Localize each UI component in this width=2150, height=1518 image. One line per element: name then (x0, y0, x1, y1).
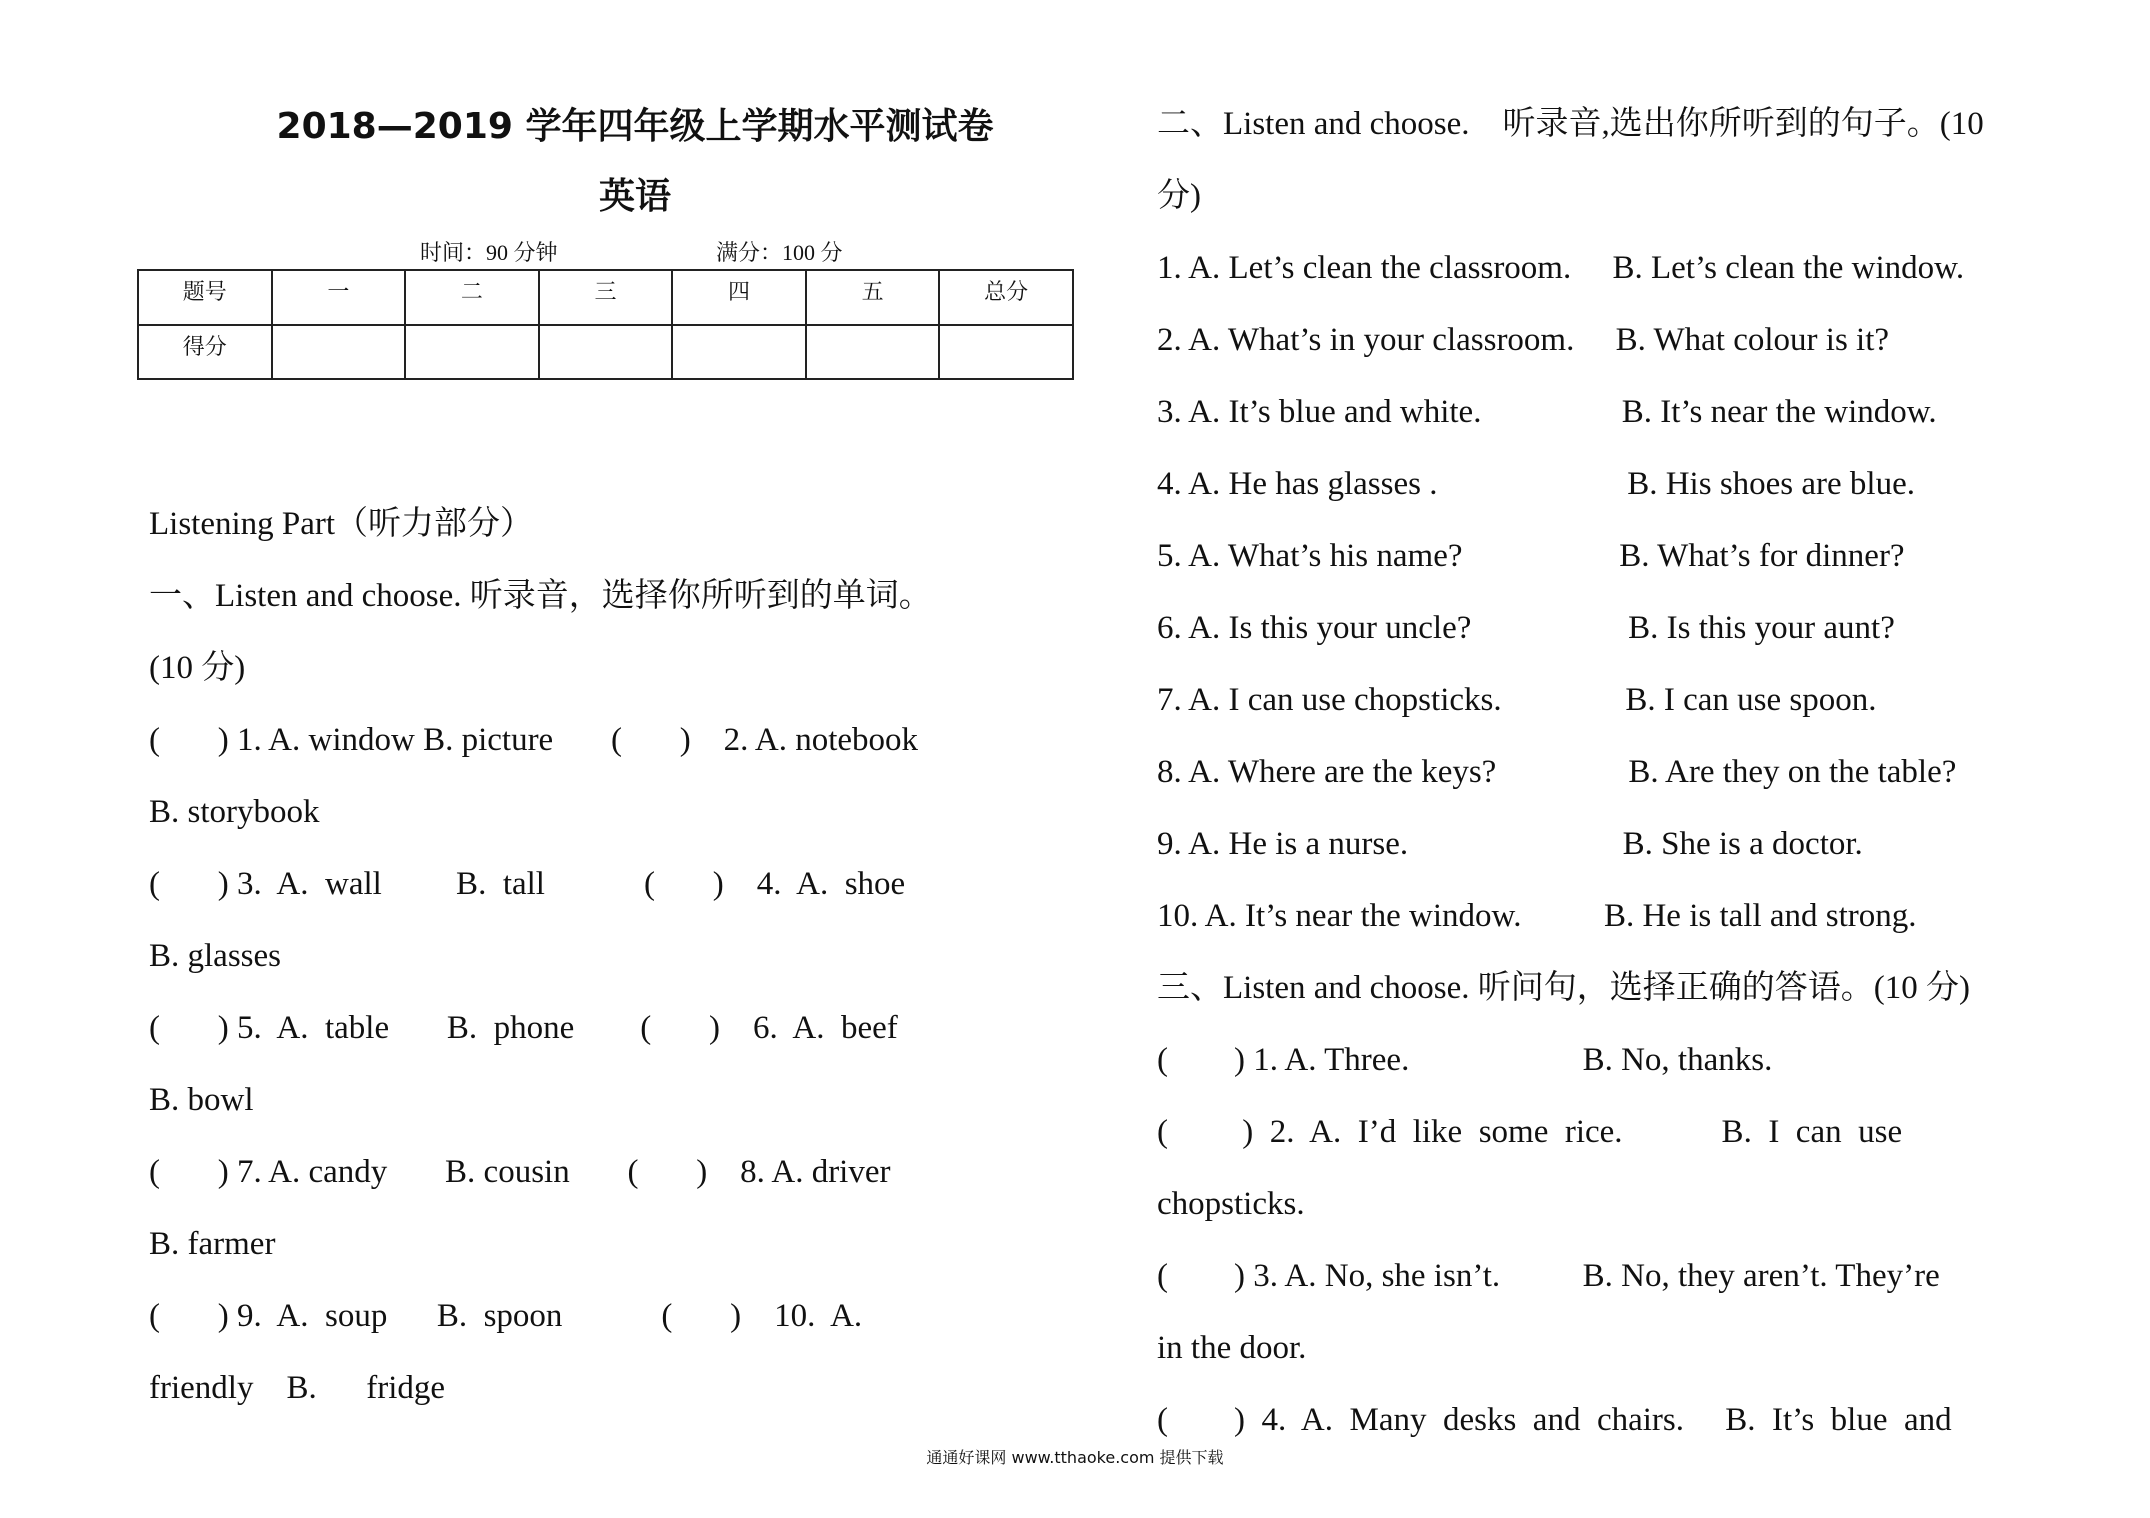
score-cell[interactable] (939, 325, 1073, 380)
table-cell: 题号 (138, 270, 272, 325)
answer-option: ( ) 1. A. Three. B. No, thanks. (1157, 1042, 1773, 1078)
section-1-score: (10 分) (149, 650, 246, 686)
score-cell[interactable] (405, 325, 539, 380)
answer-option: in the door. (1157, 1330, 1307, 1366)
question-line: B. bowl (149, 1082, 254, 1118)
sentence-option: 10. A. It’s near the window. B. He is tall and strong. (1157, 898, 1917, 934)
table-cell: 四 (672, 270, 806, 325)
question-line: B. storybook (149, 794, 320, 830)
question-line: B. glasses (149, 938, 281, 974)
answer-option: ( ) 4. A. Many desks and chairs. B. It’s blue and (1157, 1402, 1952, 1438)
sentence-option: 1. A. Let’s clean the classroom. B. Let’s clean the window. (1157, 250, 1965, 286)
section-1-title: 一、Listen and choose. 听录音，选择你所听到的单词。 (149, 578, 932, 614)
answer-option: ( ) 3. A. No, she isn’t. B. No, they aren’t. They’re (1157, 1258, 1940, 1294)
sentence-option: 5. A. What’s his name? B. What’s for dinner? (1157, 538, 1905, 574)
sentence-option: 9. A. He is a nurse. B. She is a doctor. (1157, 826, 1863, 862)
score-table-header-row (138, 270, 1073, 325)
question-line: ( ) 1. A. window B. picture ( ) 2. A. notebook (149, 722, 919, 758)
table-cell: 三 (539, 270, 673, 325)
sentence-option: 8. A. Where are the keys? B. Are they on the table? (1157, 754, 1957, 790)
table-cell: 总分 (939, 270, 1073, 325)
question-line: ( ) 3. A. wall B. tall ( ) 4. A. shoe (149, 866, 906, 902)
section-2-title: 二、Listen and choose. 听录音,选出你所听到的句子。(10 (1157, 106, 1984, 142)
time-limit: 时间：90 分钟 (420, 240, 558, 265)
footer-source: 通通好课网 www.tthaoke.com 提供下载 (926, 1448, 1224, 1467)
score-cell[interactable] (806, 325, 940, 380)
question-line: friendly B. fridge (149, 1370, 446, 1406)
sentence-option: 3. A. It’s blue and white. B. It’s near the window. (1157, 394, 1937, 430)
score-cell[interactable] (672, 325, 806, 380)
section-2-score: 分) (1157, 178, 1201, 214)
subject-title: 英语 (598, 176, 671, 217)
sentence-option: 7. A. I can use chopsticks. B. I can use spoon. (1157, 682, 1877, 718)
sentence-option: 4. A. He has glasses . B. His shoes are blue. (1157, 466, 1916, 502)
answer-option: chopsticks. (1157, 1186, 1305, 1222)
full-score: 满分：100 分 (716, 240, 843, 265)
sentence-option: 6. A. Is this your uncle? B. Is this your aunt? (1157, 610, 1895, 646)
score-table-score-row (138, 325, 1073, 380)
question-line: ( ) 7. A. candy B. cousin ( ) 8. A. driver (149, 1154, 891, 1190)
section-3-title: 三、Listen and choose. 听问句，选择正确的答语。(10 分) (1157, 970, 1970, 1006)
score-cell[interactable] (272, 325, 406, 380)
exam-title: 2018—2019 学年四年级上学期水平测试卷 (276, 106, 994, 147)
question-line: B. farmer (149, 1226, 276, 1262)
table-cell: 一 (272, 270, 406, 325)
score-table (137, 269, 1074, 380)
sentence-option: 2. A. What’s in your classroom. B. What colour is it? (1157, 322, 1890, 358)
question-line: ( ) 5. A. table B. phone ( ) 6. A. beef (149, 1010, 898, 1046)
table-cell: 五 (806, 270, 940, 325)
score-cell[interactable] (539, 325, 673, 380)
listening-part-heading: Listening Part（听力部分） (149, 506, 534, 542)
table-cell: 得分 (138, 325, 272, 380)
answer-option: ( ) 2. A. I’d like some rice. B. I can use (1157, 1114, 1903, 1150)
question-line: ( ) 9. A. soup B. spoon ( ) 10. A. (149, 1298, 863, 1334)
table-cell: 二 (405, 270, 539, 325)
